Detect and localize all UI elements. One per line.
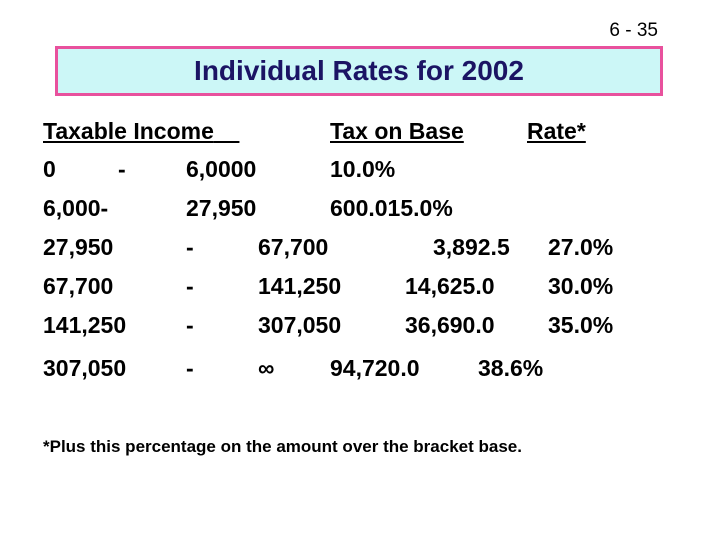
row-5-base: 36,690.0: [405, 312, 495, 338]
row-1-from: 0: [43, 156, 56, 182]
row-1-dash: -: [118, 156, 126, 182]
row-5-dash: -: [186, 312, 194, 338]
row-5-rate: 35.0%: [548, 312, 614, 338]
row-2-from: 6,000-: [43, 195, 109, 221]
row-4-from: 67,700: [43, 273, 114, 299]
row-4-dash: -: [186, 273, 194, 299]
header-rate: Rate*: [527, 118, 586, 144]
row-2-to: 27,950: [186, 195, 257, 221]
row-6-rate: 38.6%: [478, 355, 544, 381]
row-4-rate: 30.0%: [548, 273, 614, 299]
row-3-dash: -: [186, 234, 194, 260]
row-6-from: 307,050: [43, 355, 127, 381]
row-2-base: 600.015.0%: [330, 195, 453, 221]
row-3-base: 3,892.5: [433, 234, 510, 260]
row-3-rate: 27.0%: [548, 234, 614, 260]
header-taxable-income: Taxable Income: [43, 118, 214, 144]
row-5-to: 307,050: [258, 312, 342, 338]
title-box: [55, 46, 663, 96]
slide-title: Individual Rates for 2002: [194, 55, 524, 86]
slide-number: 6 - 35: [609, 20, 658, 41]
infinity-symbol: ∞: [258, 355, 275, 381]
row-3-to: 67,700: [258, 234, 329, 260]
footnote: *Plus this percentage on the amount over the bracket base.: [43, 437, 522, 456]
row-4-base: 14,625.0: [405, 273, 495, 299]
row-5-from: 141,250: [43, 312, 127, 338]
row-6-dash: -: [186, 355, 194, 381]
row-1-base: 10.0%: [330, 156, 396, 182]
row-4-to: 141,250: [258, 273, 342, 299]
row-6-base: 94,720.0: [330, 355, 420, 381]
row-1-to: 6,0000: [186, 156, 257, 182]
row-3-from: 27,950: [43, 234, 114, 260]
header-tax-on-base: Tax on Base: [330, 118, 464, 144]
